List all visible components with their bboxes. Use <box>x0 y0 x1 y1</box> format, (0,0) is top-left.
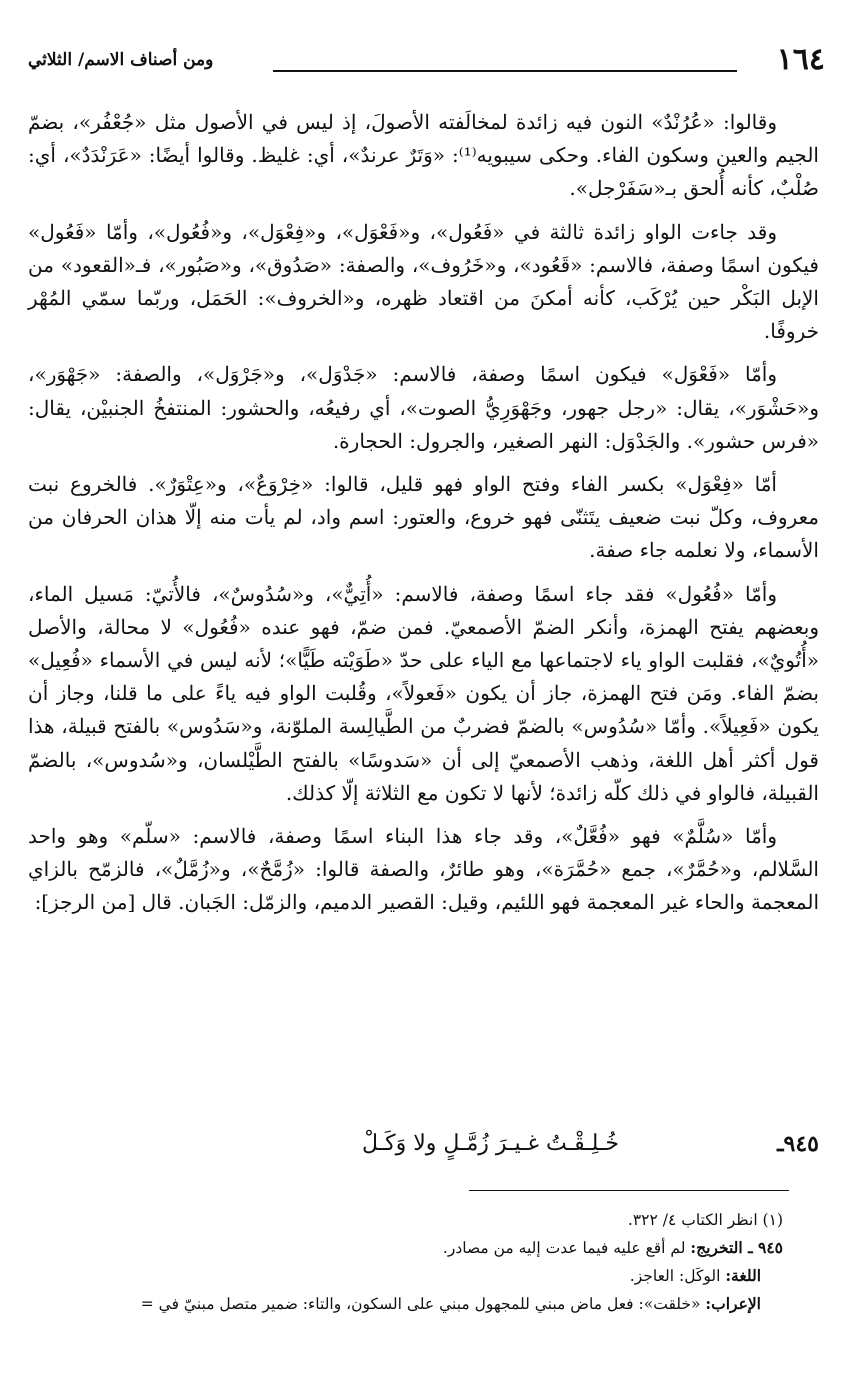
footnote-label: اللغة: <box>725 1266 761 1285</box>
footnote-rule <box>469 1190 789 1191</box>
running-title: ومن أصناف الاسم/ الثلاثي <box>28 50 214 70</box>
footnotes <box>0 1206 819 1318</box>
paragraph: وأمّا «فُعُول» فقد جاء اسمًا وصفة، فالاسم: «أُتِيٌّ»، و«سُدُوسٌ»، فالأُتيّ: مَسيل الماء، وبعضهم يفتح الهمزة، وأنكر الضمّ الأصمعيّ. فمن ضمّ، فهو عنده «فُعُول» لا محالة، والأصل «أُتُويٌ»، فقلبت الواو ياء لاجتماعها مع الياء على حدّ «طَوَيْته طَيًّا»؛ لأنه ليس في الأسماء «فُعِيل» بضمّ الفاء. ومَن فتح الهمزة، جاز أن يكون «فَعولاً»، وقُلبت الواو فيه ياءً على ما قلنا، وجاز أن يكون «فَعِيلاً». وأمّا «سُدُوس» بالضمّ فضربٌ من الطَّيالِسة الملوّنة، و«سَدُوس» بالفتح قبيلة، هذا قول أكثر أهل اللغة، وذهب الأصمعيّ إلى أن «سَدوسًا» بالفتح الطَّيْلسان، و«سُدوس»، بالضمّ القبيلة، فالواو في ذلك كلّه زائدة؛ لأنها لا تكون مع الثلاثة إلّا كذلك. <box>28 581 819 805</box>
footnote-text: لم أقع عليه فيما عدت إليه من مصادر. <box>442 1239 686 1257</box>
main-text <box>28 106 819 930</box>
footnote-irab <box>0 1290 819 1318</box>
verse-number: ٩٤٥ـ <box>777 1131 819 1157</box>
paragraph: وأمّا «فَعْوَل» فيكون اسمًا وصفة، فالاسم: «جَدْوَل»، و«جَرْوَل»، والصفة: «جَهْوَر»، و«حَشْوَر»، يقال: «رجل جهور، وجَهْوَرِيُّ الصوت»، أي رفيعُه، والحشور: المنتفخُ الجنبيْن، يقال: «فرس حشور». والجَدْوَل: النهر الصغير، والجرول: الحجارة. <box>28 362 819 453</box>
footnote-text: الوكَل: العاجز. <box>629 1267 721 1285</box>
footnote-label: ٩٤٥ ـ التخريج: <box>690 1238 783 1257</box>
footnote-takhrij <box>0 1234 819 1262</box>
page-number: ١٦٤ <box>776 42 825 77</box>
footnote-text: «خلقت»: فعل ماض مبني للمجهول مبني على السكون، والتاء: ضمير متصل مبنيّ في = <box>140 1295 701 1313</box>
footnote-1: (١) انظر الكتاب ٤/ ٣٢٢. <box>627 1211 783 1229</box>
verse-text: خُـلِـقْـتُ غـيـرَ زُمَّـلٍ ولا وَكَـلْ <box>362 1131 619 1156</box>
paragraph: وقالوا: «عُرُنْدٌ» النون فيه زائدة لمخالَفته الأصولَ، إذ ليس في الأصول مثل «جُعْفُر»، بضمّ الجيم والعين وسكون الفاء. وحكى سيبويه⁽¹⁾: «وَتَرٌ عرندٌ»، أي: غليظ. وقالوا أيضًا: «عَرَنْدَدٌ»، أي: صُلْبٌ، كأنه أُلحق بـ«سَفَرْجل». <box>28 110 819 201</box>
header-rule <box>273 70 737 72</box>
footnote-lugha <box>0 1262 819 1290</box>
paragraph: أمّا «فِعْوَل» بكسر الفاء وفتح الواو فهو قليل، قالوا: «خِرْوَعٌ»، و«عِتْوَرٌ». فالخروع نبت معروف، وكلّ نبت ضعيف يتَثنّى فهو خروع، والعتور: اسم واد، لم يأت منه إلّا هذان الحرفان من الأسماء، ولا نعلمه جاء صفة. <box>28 472 819 563</box>
verse <box>28 1124 819 1164</box>
page-header <box>28 40 825 80</box>
paragraph: وأمّا «سُلَّمٌ» فهو «فُعَّلٌ»، وقد جاء هذا البناء اسمًا وصفة، فالاسم: «سلّم» وهو واحد السَّلالم، و«حُمَّرٌ»، جمع «حُمَّرَة»، وهو طائرٌ، والصفة قالوا: «زُمَّحٌ»، و«زُمَّلٌ»، فالزمّح بالزاي المعجمة والحاء غير المعجمة فهو اللئيم، وقيل: القصير الدميم، والزمّل: الجَبان. قال [من الرجز]: <box>28 824 819 915</box>
paragraph: وقد جاءت الواو زائدة ثالثة في «فَعُول»، و«فَعْوَل»، و«فِعْوَل»، و«فُعُول»، وأمّا «فَعُول» فيكون اسمًا وصفة، فالاسم: «قَعُود»، و«خَرُوف»، والصفة: «صَدُوق»، و«صَبُور»، فـ«القعود» من الإبل البَكْر حين يُرْكَب، كأنه أمكنَ من اقتعاد ظهره، و«الخروف»: الحَمَل، وربّما سمّي المُهْر خروفًا. <box>28 219 819 344</box>
footnote-label: الإعراب: <box>705 1294 761 1313</box>
